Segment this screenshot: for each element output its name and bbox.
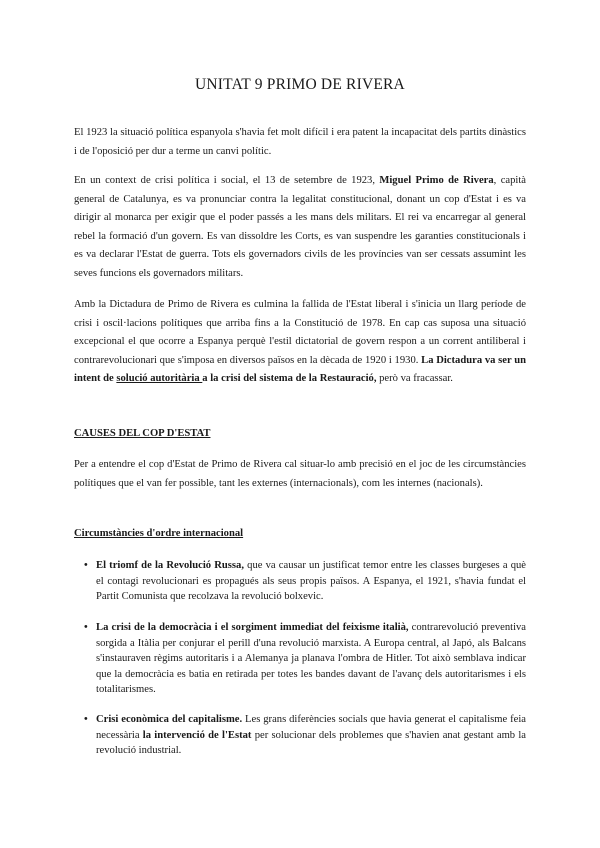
bullet-2-text: contrarevolució preventiva sorgida a Itàlia per conjurar el perill d'una revolució marxista. A Europa central, al Japó, als Balcans s'instauraven règims autoritaris i a Alemanya ja planava l'ombra de Hitler. Tot això semblava indicar que la democràcia es batia en retirada per totes les bandes davant de l'avanç dels autoritarismes i els totalitarismes.: [96, 622, 527, 696]
bullet-1-text: que va causar un justificat temor entre les classes burgeses a què el contagi revolucionari es propagués als seus propis països. A Espanya, el 1921, s'havia fundat el Partit Comunista que recolzava la revolució bolxevic.: [96, 560, 526, 603]
bullet-3-bold: Crisi econòmica del capitalisme.: [96, 714, 243, 725]
paragraph-dictatorship-bold-d: a la crisi del sistema de la Restauració,: [202, 373, 377, 385]
list-item-capitalism-crisis: [84, 712, 527, 759]
bullet-icon: •: [84, 714, 88, 725]
list-item-democracy-crisis: [84, 620, 527, 698]
paragraph-dictatorship-bold-b: La Dictadura va ser un intent de: [74, 354, 527, 385]
paragraph-coup-text-a: En un context de crisi política i social, el 13 de setembre de 1923,: [74, 175, 380, 186]
paragraph-coup-bold-name: Miguel Primo de Rivera: [379, 175, 494, 186]
bullet-icon: •: [84, 560, 88, 571]
bullet-icon: •: [84, 622, 88, 633]
bullet-3-text-mid: Les grans diferències socials que havia generat el capitalisme feia necessària: [96, 714, 526, 741]
bullet-3-bold2: la intervenció de l'Estat: [142, 729, 252, 741]
paragraph-causes: Per a entendre el cop d'Estat de Primo de Rivera cal situar-lo amb precisió en el joc de les circumstàncies polítiques que el van fer possible, tant les externes (internacionals), com les internes (nacionals).: [74, 459, 526, 489]
paragraph-intro: El 1923 la situació política espanyola s'havia fet molt difícil i era patent la incapacitat dels partits dinàstics i de l'oposició per dur a terme un canvi polític.: [74, 127, 526, 157]
paragraph-dictatorship-text-a: Amb la Dictadura de Primo de Rivera es culmina la fallida de l'Estat liberal i s'inicia un llarg període de crisi i oscil·lacions polítiques que arriba fins a la Constitució de 1978. En cap cas suposa una situació excepcional el que ocorre a Espanya perquè l'estil dictatorial de govern respon a un corrent antiliberal i contrarevolucionari que s'imposa en diversos països en la dècada de 1920 i 1930.: [74, 299, 526, 366]
page-title: UNITAT 9 PRIMO DE RIVERA: [195, 76, 405, 93]
list-item-russian-revolution: [84, 558, 526, 605]
paragraph-coup-text-c: , capità general de Catalunya, es va pronunciar contra la legalitat constitucional, donant un cop d'Estat i es va dirigir al monarca per exigir que el poder passés a les mans dels militars. El rei va encarregar al general rebel la formació d'un govern. Es van dissoldre les Corts, es van suspendre les garanties constitucionals i es va declarar l'Estat de guerra. Tots els governadors civils de les províncies van ser cessats assumint les seves funcions els governadors militars.: [74, 175, 526, 279]
bullet-3-text: per solucionar dels problemes que s'havien anat gestant amb la revolució industrial.: [96, 729, 527, 757]
paragraph-dictatorship-underlined: solució autoritària: [116, 373, 203, 385]
paragraph-dictatorship-text-e: però va fracassar.: [376, 373, 453, 385]
bullet-2-bold: La crisi de la democràcia i el sorgiment immediat del feixisme italià,: [96, 622, 409, 633]
paragraph-coup: [74, 172, 526, 284]
subheading-international: Circumstàncies d'ordre internacional: [74, 528, 244, 539]
bullet-1-bold: El triomf de la Revolució Russa,: [96, 560, 244, 571]
paragraph-dictatorship: [74, 296, 526, 389]
section-heading-causes: CAUSES DEL COP D'ESTAT: [74, 428, 211, 439]
